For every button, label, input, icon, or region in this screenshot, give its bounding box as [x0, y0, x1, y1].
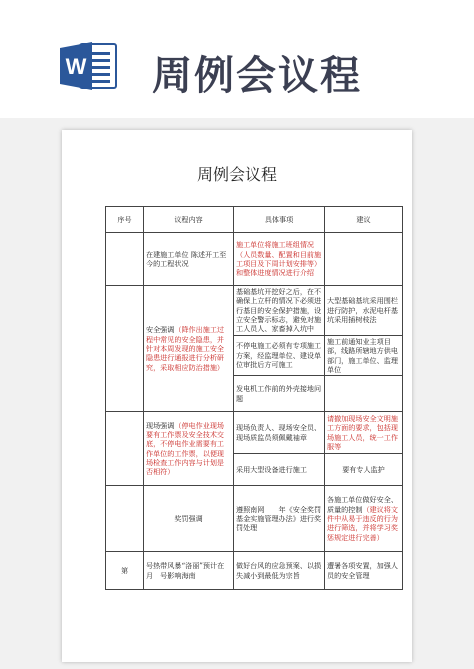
- cell-suggestion: 遭暑各项安置，加强人员的安全管理: [325, 552, 403, 590]
- cell-suggestion: 大型基础基坑采用围栏进行防护，水泥电杆基坑采用插树枝法: [325, 286, 403, 336]
- suggestion-text: 各施工单位做好安全、质量的控制: [327, 495, 398, 514]
- cell-details: 不停电施工必须有专项施工方案，经监理单位、建设单位审批后方可施工: [234, 335, 325, 375]
- cell-details: 现场负责人、现场安全员、现场质监员须佩戴袖章: [234, 412, 325, 454]
- cell-details: 基础基坑开挖好之后，在不确保上立杆的情况下必须进行基目的安全保护措施，设立安全警示标志，避免对施工人员人、家畜掉入坑中: [234, 286, 325, 336]
- cell-suggestion: [325, 233, 403, 286]
- content-label: 安全强调: [146, 325, 175, 335]
- table-row: [106, 233, 403, 286]
- cell-seq: [106, 412, 144, 486]
- banner-title: 周例会议程: [152, 53, 362, 99]
- word-app-icon: [60, 40, 118, 92]
- cell-suggestion: [325, 486, 403, 552]
- document-banner: [0, 0, 474, 118]
- table-row: [106, 486, 403, 552]
- document-title: 周例会议程: [196, 165, 277, 184]
- cell-seq: [106, 233, 144, 286]
- content-note: （降作出施工过程中常见的安全隐患，并针对本周发现的施工安全隐患进行通报进行分析研究，采取相应防治措施）: [146, 325, 225, 372]
- header-content: 议程内容: [144, 207, 234, 233]
- cell-seq: [106, 486, 144, 552]
- cell-content: [144, 412, 234, 486]
- cell-seq: 第: [106, 552, 144, 590]
- cell-details: 遵照南网 年《安全奖罚基金实施管理办法》进行奖罚处理: [234, 486, 325, 552]
- cell-suggestion: [325, 376, 403, 412]
- cell-suggestion: 请撤加现场安全文明施工方面的要求，包括现场施工人员，统一工作服等: [325, 412, 403, 454]
- cell-details: 发电机工作前的外壳接地问题: [234, 376, 325, 412]
- cell-details: 施工单位将施工班组情况（人员数量、配置和目前施工项目及下周计划安排等）和整体进度情况进行介绍: [234, 233, 325, 286]
- header-suggestion: 建议: [325, 207, 403, 233]
- table-row: [106, 286, 403, 336]
- cell-suggestion: 要有专人监护: [325, 454, 403, 486]
- suggestion-note: （建议将文件中从易于违反的行为进行筛选，并将学习奖惩规定进行完善）: [327, 504, 398, 542]
- cell-content: 奖罚强调: [144, 486, 234, 552]
- header-details: 具体事项: [234, 207, 325, 233]
- cell-content: 在建施工单位 陈述开工至今的工程状况: [144, 233, 234, 286]
- word-letter: W: [65, 54, 87, 79]
- content-note: （停电作业现场要有工作票及安全技术交底，不停电作业需要有工作单位的工作票，以便现场检查工作内容与计划是否相符）: [146, 420, 225, 477]
- cell-seq: [106, 286, 144, 412]
- cell-details: 做好台风的应急预案、以损失减小到最低为宗旨: [234, 552, 325, 590]
- content-label: 现场强调: [146, 420, 175, 430]
- agenda-table: [105, 206, 403, 590]
- header-seq: 序号: [106, 207, 144, 233]
- table-row: [106, 412, 403, 454]
- document-page: [62, 130, 412, 662]
- table-header-row: [106, 207, 403, 233]
- cell-suggestion: 施工前通知业主项目部，线路所辖地方供电部门，施工单位、监理单位: [325, 335, 403, 375]
- cell-details: 采用大型设备进行施工: [234, 454, 325, 486]
- table-row: [106, 552, 403, 590]
- cell-content: [144, 286, 234, 412]
- cell-content: 号热带风暴“洛丽”预计在 月 号影响海南: [144, 552, 234, 590]
